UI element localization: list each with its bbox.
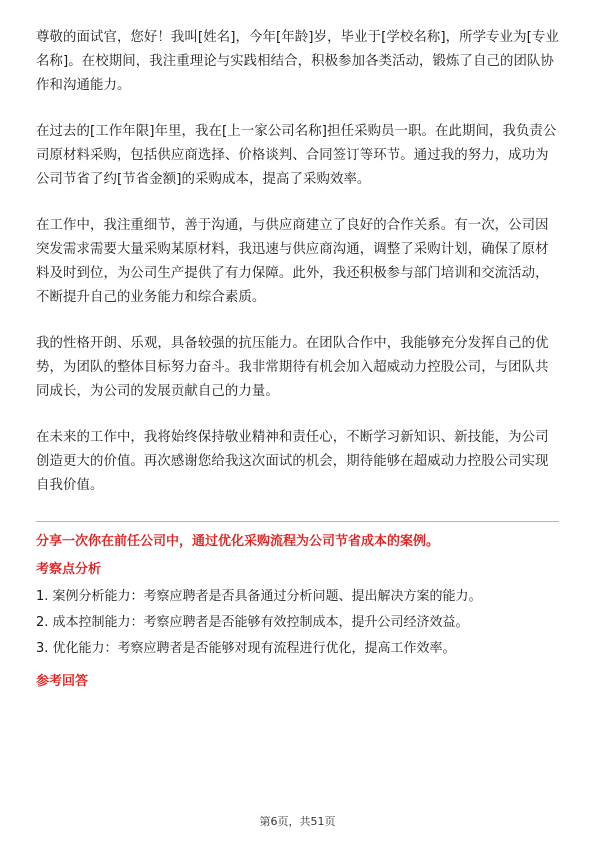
interview-question: 分享一次你在前任公司中，通过优化采购流程为公司节省成本的案例。 xyxy=(36,534,440,549)
page-number-footer: 第6页，共51页 xyxy=(259,815,336,828)
analysis-point: 1. 案例分析能力：考察应聘者是否具备通过分析问题、提出解决方案的能力。 xyxy=(36,589,482,604)
intro-paragraph-3: 在工作中，我注重细节，善于沟通，与供应商建立了良好的合作关系。有一次，公司因突发需求需要大量采购某原材料，我迅速与供应商沟通，调整了采购计划，确保了原材料及时到位，为公司生产提供了有力保障。此外，我还积极参与部门培训和交流活动，不断提升自己的业务能力和综合素质。 xyxy=(36,218,549,305)
analysis-point-list xyxy=(36,585,559,661)
intro-paragraph-2: 在过去的[工作年限]年里，我在[上一家公司名称]担任采购员一职。在此期间，我负责公司原材料采购，包括供应商选择、价格谈判、合同签订等环节。通过我的努力，成功为公司节省了约[节省金额]的采购成本，提高了采购效率。 xyxy=(36,124,557,187)
intro-paragraph-4: 我的性格开朗、乐观，具备较强的抗压能力。在团队合作中，我能够充分发挥自己的优势，为团队的整体目标努力奋斗。我非常期待有机会加入超威动力控股公司，与团队共同成长，为公司的发展贡献自己的力量。 xyxy=(36,336,549,399)
analysis-point: 3. 优化能力：考察应聘者是否能够对现有流程进行优化，提高工作效率。 xyxy=(36,641,456,656)
analysis-point: 2. 成本控制能力：考察应聘者是否能够有效控制成本，提升公司经济效益。 xyxy=(36,615,469,630)
intro-paragraph-5: 在未来的工作中，我将始终保持敬业精神和责任心，不断学习新知识、新技能，为公司创造更大的价值。再次感谢您给我这次面试的机会，期待能够在超威动力控股公司实现自我价值。 xyxy=(36,430,549,493)
intro-paragraph-1: 尊敬的面试官，您好！我叫[姓名]，今年[年龄]岁，毕业于[学校名称]，所学专业为[专业名称]。在校期间，我注重理论与实践相结合，积极参加各类活动，锻炼了自己的团队协作和沟通能力。 xyxy=(36,30,559,93)
answer-heading: 参考回答 xyxy=(36,674,89,689)
section-divider xyxy=(36,521,559,522)
document-page xyxy=(36,26,559,693)
analysis-heading: 考察点分析 xyxy=(36,562,102,577)
